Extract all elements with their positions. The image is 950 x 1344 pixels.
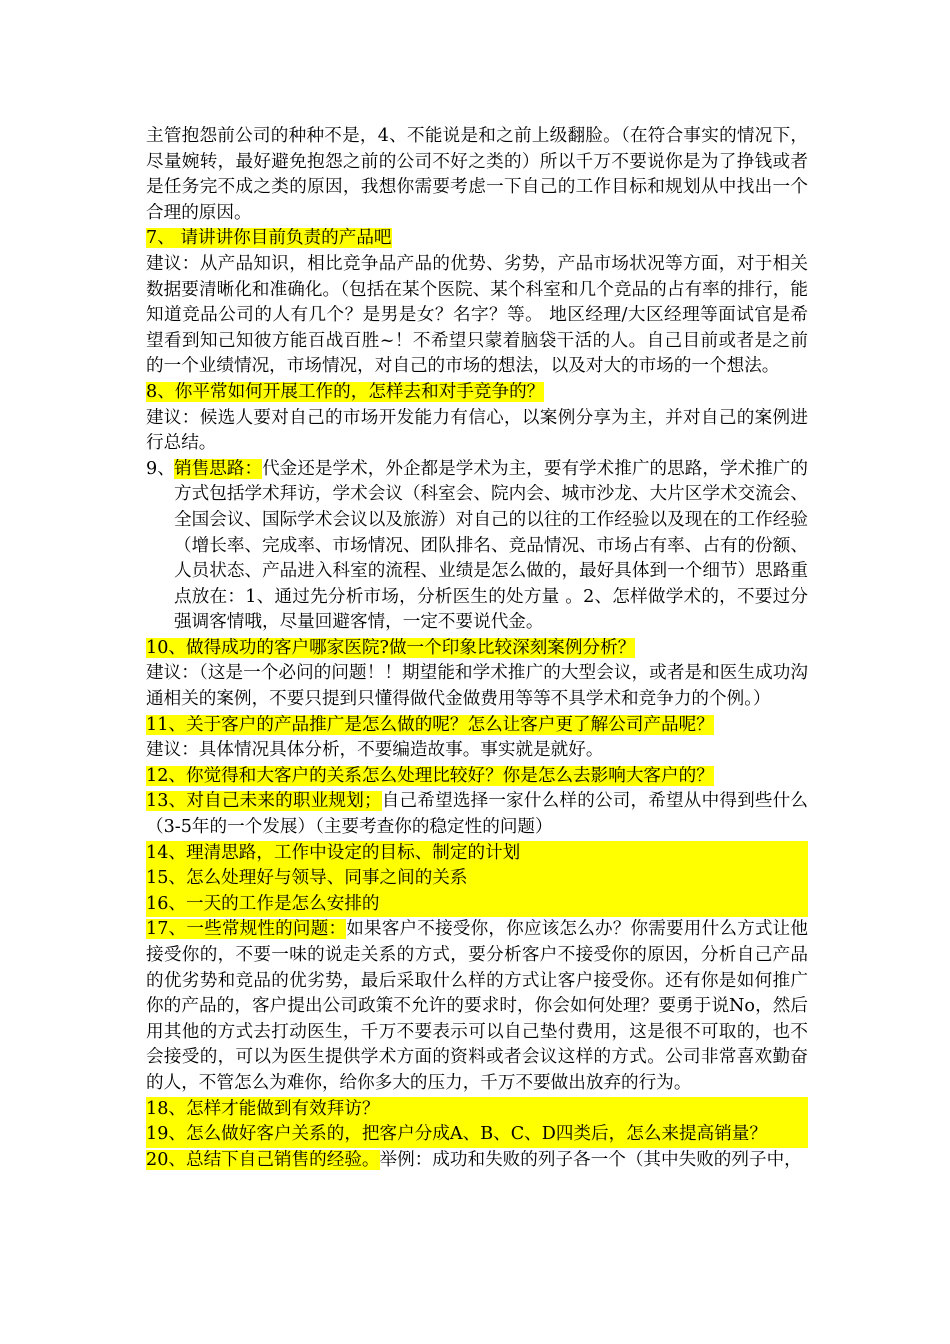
answer-11: 建议：具体情况具体分析，不要编造故事。事实就是就好。: [146, 740, 604, 761]
question-10-text: 10、做得成功的客户哪家医院?做一个印象比较深刻案例分析？: [146, 637, 636, 658]
question-7-text: 7、 请讲讲你目前负责的产品吧: [146, 228, 392, 249]
question-8: [146, 380, 808, 406]
question-11-text: 11、关于客户的产品推广是怎么做的呢？怎么让客户更了解公司产品呢？: [146, 714, 714, 735]
question-12-text: 12、你觉得和大客户的关系怎么处理比较好？你是怎么去影响大客户的？: [146, 765, 714, 786]
question-19: 19、怎么做好客户关系的，把客户分成A、B、C、D四类后，怎么来提高销量？: [146, 1122, 808, 1148]
question-8-text: 8、你平常如何开展工作的，怎样去和对手竞争的？: [146, 381, 545, 402]
question-20: [146, 1148, 808, 1174]
document-page: [146, 124, 808, 1173]
item-9-body: 代金还是学术，外企都是学术为主，要有学术推广的思路，学术推广的方式包括学术拜访，学术会议（科室会、院内会、城市沙龙、大片区学术交流会、全国会议、国际学术会议以及旅游）对自己的以往的工作经验以及现在的工作经验（增长率、完成率、市场情况、团队排名、竞品情况、市场占有率、占有的份额、人员状态、产品进入科室的流程、业绩是怎么做的，最好具体到一个细节）思路重点放在：1、通过先分析市场，分析医生的处方量 。2、怎样做学术的，不要过分强调客情哦，尽量回避客情，一定不要说代金。: [174, 458, 808, 633]
question-7: [146, 226, 808, 252]
answer-7: 建议：从产品知识，相比竞争品产品的优势、劣势，产品市场状况等方面，对于相关数据要清晰化和准确化。（包括在某个医院、某个科室和几个竞品的占有率的排行，能知道竞品公司的人有几个？是男是女？名字？等。 地区经理/大区经理等面试官是希望看到知己知彼方能百战百胜~！不希望只蒙着脑袋干活的人。自己目前或者是之前的一个业绩情况，市场情况，对自己的市场的想法，以及对大的市场的一个想法。: [146, 253, 808, 377]
question-12: [146, 764, 808, 790]
item-9-heading: 销售思路：: [174, 458, 263, 479]
answer-10: 建议：（这是一个必问的问题！！期望能和学术推广的大型会议，或者是和医生成功沟通相关的案例，不要只提到只懂得做代金做费用等等不具学术和竞争力的个例。）: [146, 663, 808, 710]
question-18: 18、怎样才能做到有效拜访？: [146, 1097, 808, 1123]
question-16: 16、一天的工作是怎么安排的: [146, 892, 808, 918]
question-13: [146, 789, 808, 840]
item-9: [146, 457, 808, 636]
question-10: [146, 636, 808, 662]
question-15: 15、怎么处理好与领导、同事之间的关系: [146, 866, 808, 892]
question-13-heading: 13、对自己未来的职业规划；: [146, 791, 382, 812]
question-20-heading: 20、总结下自己销售的经验。: [146, 1149, 380, 1170]
question-17: [146, 917, 808, 1096]
question-17-body: 如果客户不接受你，你应该怎么办？你需要用什么方式让他接受你的，不要一味的说走关系的方式，要分析客户不接受你的原因，分析自己产品的优劣势和竞品的优劣势，最后采取什么样的方式让客户接受你。还有你是如何推广你的产品的，客户提出公司政策不允许的要求时，你会如何处理？要勇于说No，然后用其他的方式去打动医生，千万不要表示可以自己垫付费用，这是很不可取的，也不会接受的，可以为医生提供学术方面的资料或者会议这样的方式。公司非常喜欢勤奋的人，不管怎么为难你，给你多大的压力，千万不要做出放弃的行为。: [146, 919, 808, 1093]
answer-8: 建议：候选人要对自己的市场开发能力有信心，以案例分享为主，并对自己的案例进行总结。: [146, 407, 808, 454]
intro-paragraph: 主管抱怨前公司的种种不是，4、不能说是和之前上级翻脸。（在符合事实的情况下，尽量婉转，最好避免抱怨之前的公司不好之类的）所以千万不要说你是为了挣钱或者是任务完不成之类的原因，我想你需要考虑一下自己的工作目标和规划从中找出一个合理的原因。: [146, 126, 808, 223]
question-11: [146, 713, 808, 739]
item-9-number: 9、: [146, 458, 175, 479]
question-20-body: 举例：成功和失败的列子各一个（其中失败的列子中，: [379, 1149, 802, 1170]
question-13-body: 自己希望选择一家什么样的公司，希望从中得到些什么（3-5年的一个发展）（主要考查你的稳定性的问题）: [146, 791, 808, 838]
question-14: 14、理清思路，工作中设定的目标、制定的计划: [146, 841, 808, 867]
question-17-heading: 17、一些常规性的问题：: [146, 919, 347, 940]
